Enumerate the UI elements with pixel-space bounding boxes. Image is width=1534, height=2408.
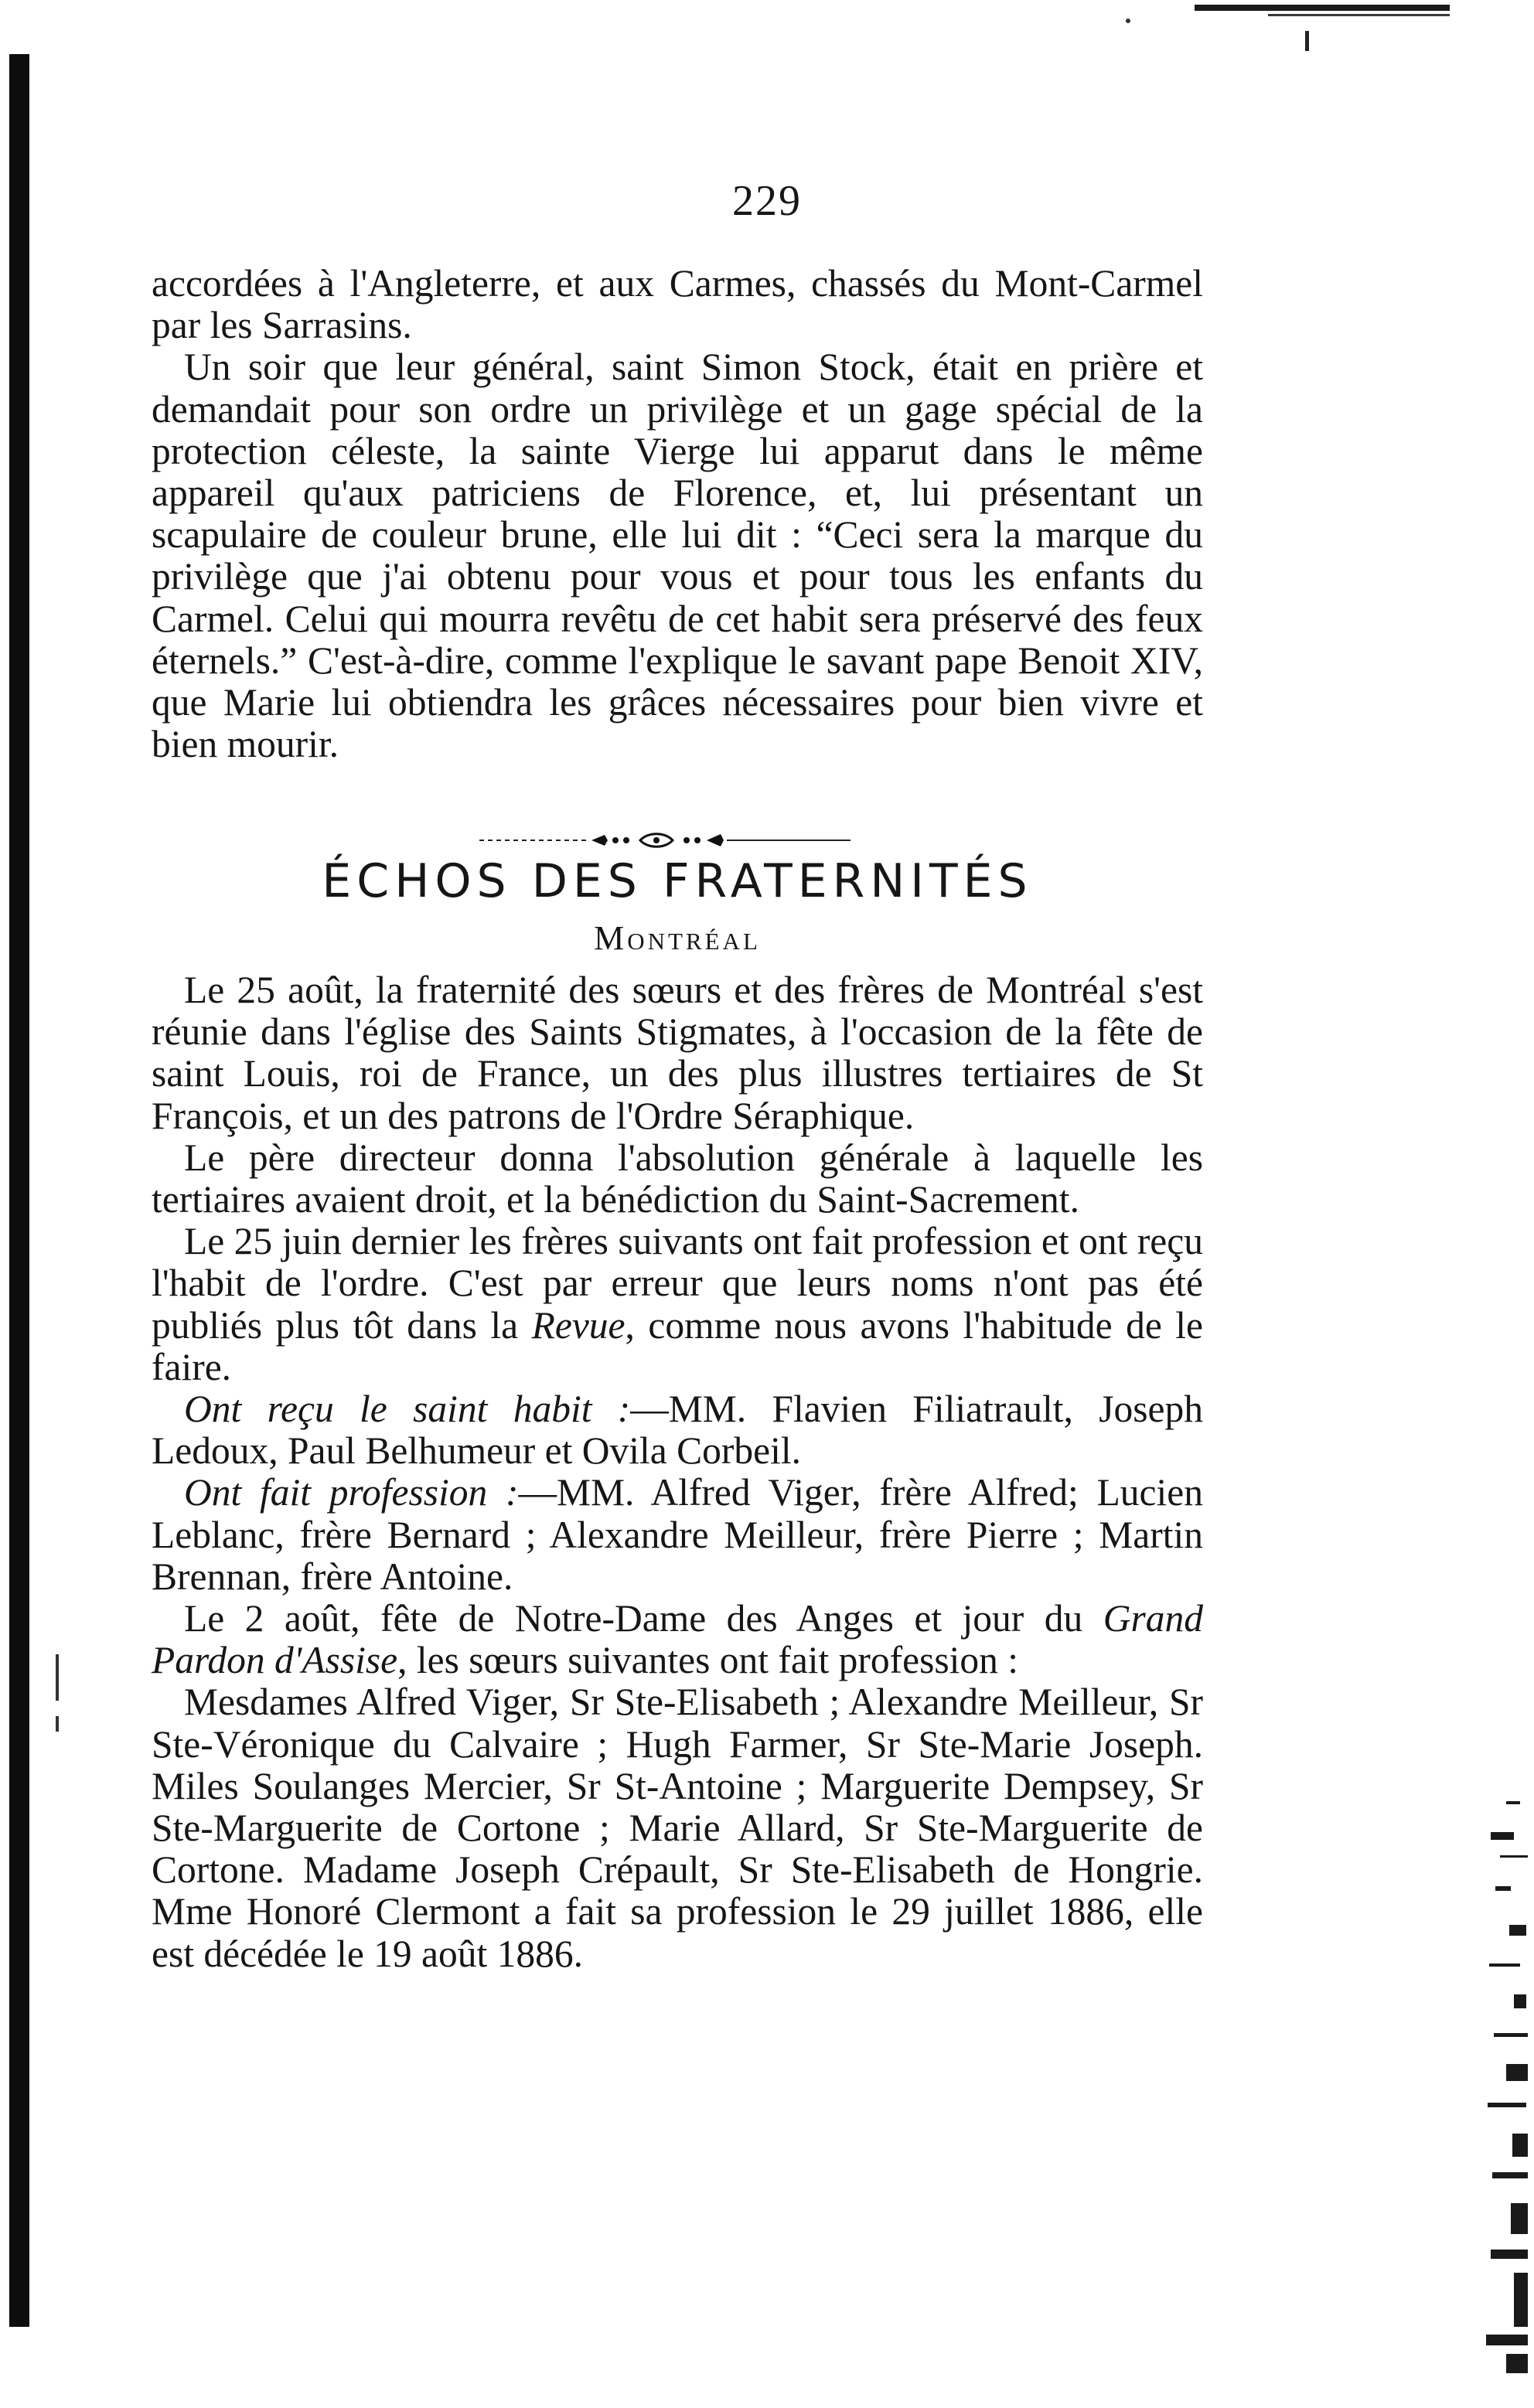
scan-left-tick xyxy=(56,1654,59,1701)
scan-top-rule-thin xyxy=(1268,14,1450,16)
paragraph-saint-louis: Le 25 août, la fraternité des sœurs et des frères de Montréal s'est réunie dans l'église des Saints Stigmates, à l'occasion de la fête de saint Louis, roi de France, un des plus illustres tertiaires de St François, et un des patrons de l'Ordre Séraphique. xyxy=(152,969,1203,1137)
intro-paragraph-continued: accordées à l'Angleterre, et aux Carmes, chassés du Mont-Carmel par les Sarrasins. xyxy=(152,262,1203,347)
intro-paragraph-simon-stock: Un soir que leur général, saint Simon Stock, était en prière et demandait pour son ordre un privilège et un gage spécial de la protection céleste, la sainte Vierge lui apparut dans le même appareil qu'aux patriciens de Florence, et, lui présentant un scapulaire de couleur brune, elle lui dit : “Ceci sera la marque du privilège que j'ai obtenu pour vous et pour tous les enfants du Carmel. Celui qui mourra revêtu de cet habit sera préservé des feux éternels.” C'est-à-dire, comme l'explique le savant pape Benoit XIV, que Marie lui obtiendra les grâces nécessaires pour bien vivre et bien mourir. xyxy=(152,346,1203,766)
text-run: , comme nous avons l'habitude de le faire. xyxy=(152,1303,1204,1388)
intro-text xyxy=(152,263,1203,765)
page-number: 229 xyxy=(732,177,802,225)
paragraph-habit-received xyxy=(152,1388,1203,1472)
paragraph-sisters-list: Mesdames Alfred Viger, Sr Ste-Elisabeth ; Alexandre Meilleur, Sr Ste-Véronique du Calvaire ; Hugh Farmer, Sr Ste-Marie Joseph. Miles Soulanges Mercier, Sr St-Antoine ; Marguerite Dempsey, Sr Ste-Marguerite de Cortone ; Marie Allard, Sr Ste-Marguerite de Cortone. Madame Joseph Crépault, Sr Ste-Elisabeth de Hongrie. Mme Honoré Clermont a fait sa profession le 29 juillet 1886, elle est décédée le 19 août 1886. xyxy=(152,1681,1203,1975)
scan-top-rule xyxy=(1195,5,1450,11)
scan-corner-mark xyxy=(1305,31,1309,51)
italic-label-profession: Ont fait profession : xyxy=(184,1471,519,1514)
scan-speck xyxy=(1126,19,1130,23)
text-run: Le 25 juin dernier les frères suivants ont fait profession et ont reçu l'habit de l'ordre. C'est par erreur que leurs noms n'ont pas été publiés plus tôt dans la xyxy=(152,1220,1203,1347)
italic-grand-pardon: Grand Pardon d'Assise xyxy=(152,1597,1203,1682)
paragraph-profession-notice xyxy=(152,1221,1203,1388)
paragraph-absolution: Le père directeur donna l'absolution générale à laquelle les tertiaires avaient droit, et la bénédiction du Saint-Sacrement. xyxy=(152,1136,1203,1221)
scan-right-edge-noise xyxy=(1483,1801,1528,2373)
scan-left-border xyxy=(9,54,29,2327)
montreal-news-text xyxy=(152,969,1203,1975)
paragraph-profession-made xyxy=(152,1472,1203,1598)
text-run: —MM. Flavien Filiatrault, Joseph Ledoux, Paul Belhumeur et Ovila Corbeil. xyxy=(152,1388,1203,1473)
scan-left-tick xyxy=(56,1716,59,1732)
text-run: —MM. Alfred Viger, frère Alfred; Lucien Leblanc, frère Bernard ; Alexandre Meilleur, frère Pierre ; Martin Brennan, frère Antoine. xyxy=(152,1471,1203,1598)
italic-label-habit: Ont reçu le saint habit : xyxy=(184,1388,631,1431)
ornamental-divider xyxy=(433,830,897,850)
section-title: ÉCHOS DES FRATERNITÉS xyxy=(322,854,1033,908)
text-run: , les sœurs suivantes ont fait profession : xyxy=(397,1639,1019,1682)
text-run: Le 2 août, fête de Notre-Dame des Anges et jour du xyxy=(184,1597,1103,1640)
subsection-title: Montréal xyxy=(594,919,761,957)
italic-revue: Revue xyxy=(531,1303,626,1347)
paragraph-notre-dame-des-anges xyxy=(152,1598,1203,1681)
